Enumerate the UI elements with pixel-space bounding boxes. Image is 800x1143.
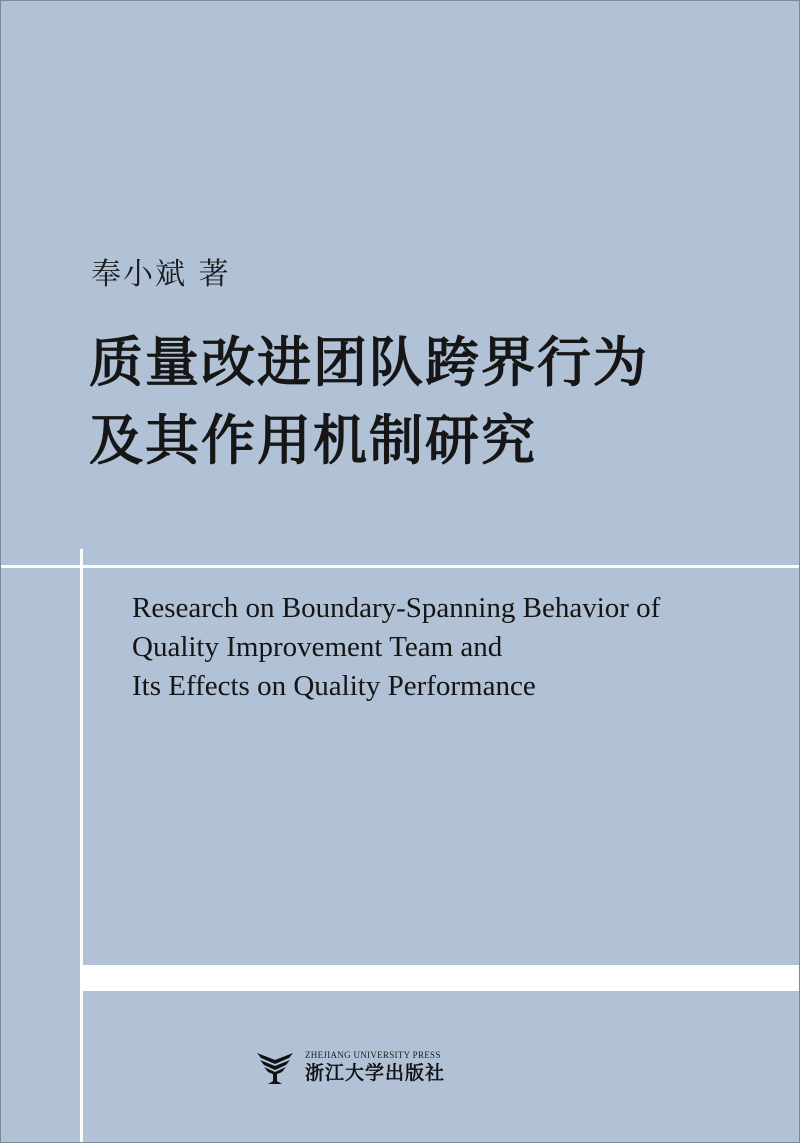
english-title-line-3: Its Effects on Quality Performance [132,670,536,702]
publisher-name-cn: 浙江大学出版社 [305,1061,446,1084]
chinese-title-line-1: 质量改进团队跨界行为 [89,330,649,394]
publisher-name-en: ZHEJIANG UNIVERSITY PRESS [305,1049,441,1060]
publisher-emblem-icon [255,1047,295,1087]
author-line: 奉小斌 著 [91,257,231,292]
english-title-line-1: Research on Boundary-Spanning Behavior of [132,592,661,624]
horizontal-divider [1,565,799,568]
vertical-divider [80,549,83,1143]
english-title-line-2: Quality Improvement Team and [132,631,503,663]
white-band [83,965,799,991]
english-title [132,589,772,706]
chinese-title [89,323,789,479]
publisher-block [255,1047,445,1087]
chinese-title-line-2: 及其作用机制研究 [89,408,537,472]
